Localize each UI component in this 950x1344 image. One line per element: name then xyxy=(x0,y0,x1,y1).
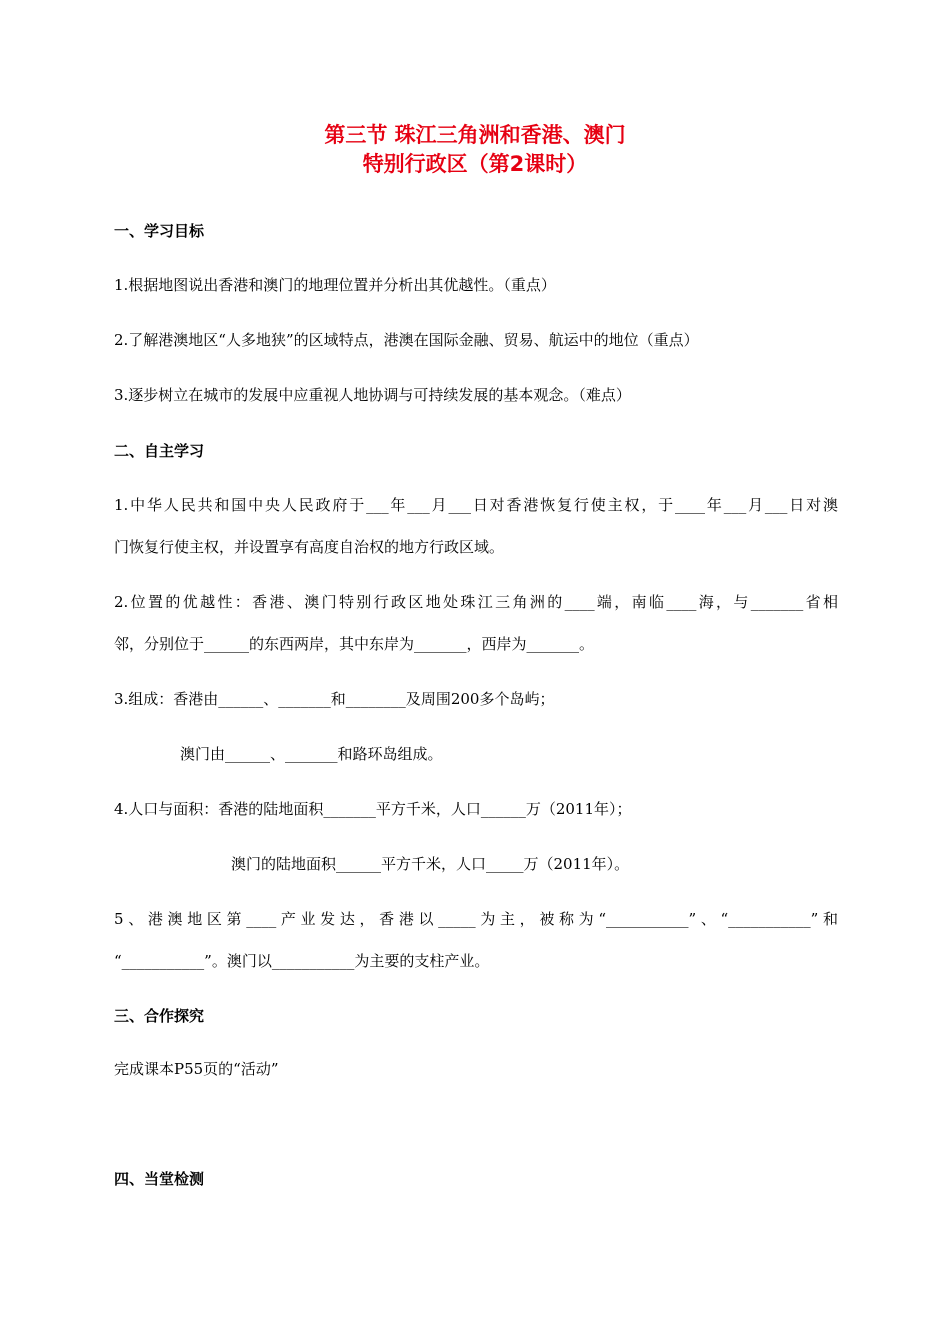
self-study-line-10: “___________”。澳门以___________为主要的支柱产业。 xyxy=(114,952,490,970)
self-study-line-8: 澳门的陆地面积______平方千米，人口_____万（2011年）。 xyxy=(231,855,630,873)
objective-item-2: 2.了解港澳地区“人多地狭”的区域特点，港澳在国际金融、贸易、航运中的地位（重点） xyxy=(114,331,699,349)
title-line-1: 第三节 珠江三角洲和香港、澳门 xyxy=(324,123,626,147)
section-heading-test: 四、当堂检测 xyxy=(114,1170,205,1188)
self-study-line-6: 澳门由______、_______和路环岛组成。 xyxy=(180,745,443,763)
section-heading-cooperation: 三、合作探究 xyxy=(114,1007,205,1025)
self-study-line-7: 4.人口与面积：香港的陆地面积_______平方千米，人口______万（2011年）； xyxy=(114,800,632,818)
self-study-line-5: 3.组成：香港由______、_______和________及周围200多个岛屿； xyxy=(114,690,555,708)
self-study-line-2: 门恢复行使主权，并设置享有高度自治权的地方行政区域。 xyxy=(114,538,505,556)
section-heading-self-study: 二、自主学习 xyxy=(114,442,205,460)
objective-item-3: 3.逐步树立在城市的发展中应重视人地协调与可持续发展的基本观念。（难点） xyxy=(114,386,631,404)
self-study-line-1: 1.中华人民共和国中央人民政府于___年___月___日对香港恢复行使主权，于____年___月___日对澳 xyxy=(114,496,838,514)
self-study-line-3: 2.位置的优越性：香港、澳门特别行政区地处珠江三角洲的____端，南临____海，与_______省相 xyxy=(114,593,838,611)
objective-item-1: 1.根据地图说出香港和澳门的地理位置并分析出其优越性。（重点） xyxy=(114,276,556,294)
cooperation-text: 完成课本P55页的“活动” xyxy=(114,1060,279,1078)
section-heading-objectives: 一、学习目标 xyxy=(114,222,205,240)
self-study-line-4: 邻，分别位于______的东西两岸，其中东岸为_______，西岸为_______。 xyxy=(114,635,595,653)
self-study-line-9: 5、港澳地区第____产业发达，香港以_____为主，被称为“___________”、“___________”和 xyxy=(114,910,838,928)
title-line-2: 特别行政区（第2课时） xyxy=(362,152,588,176)
